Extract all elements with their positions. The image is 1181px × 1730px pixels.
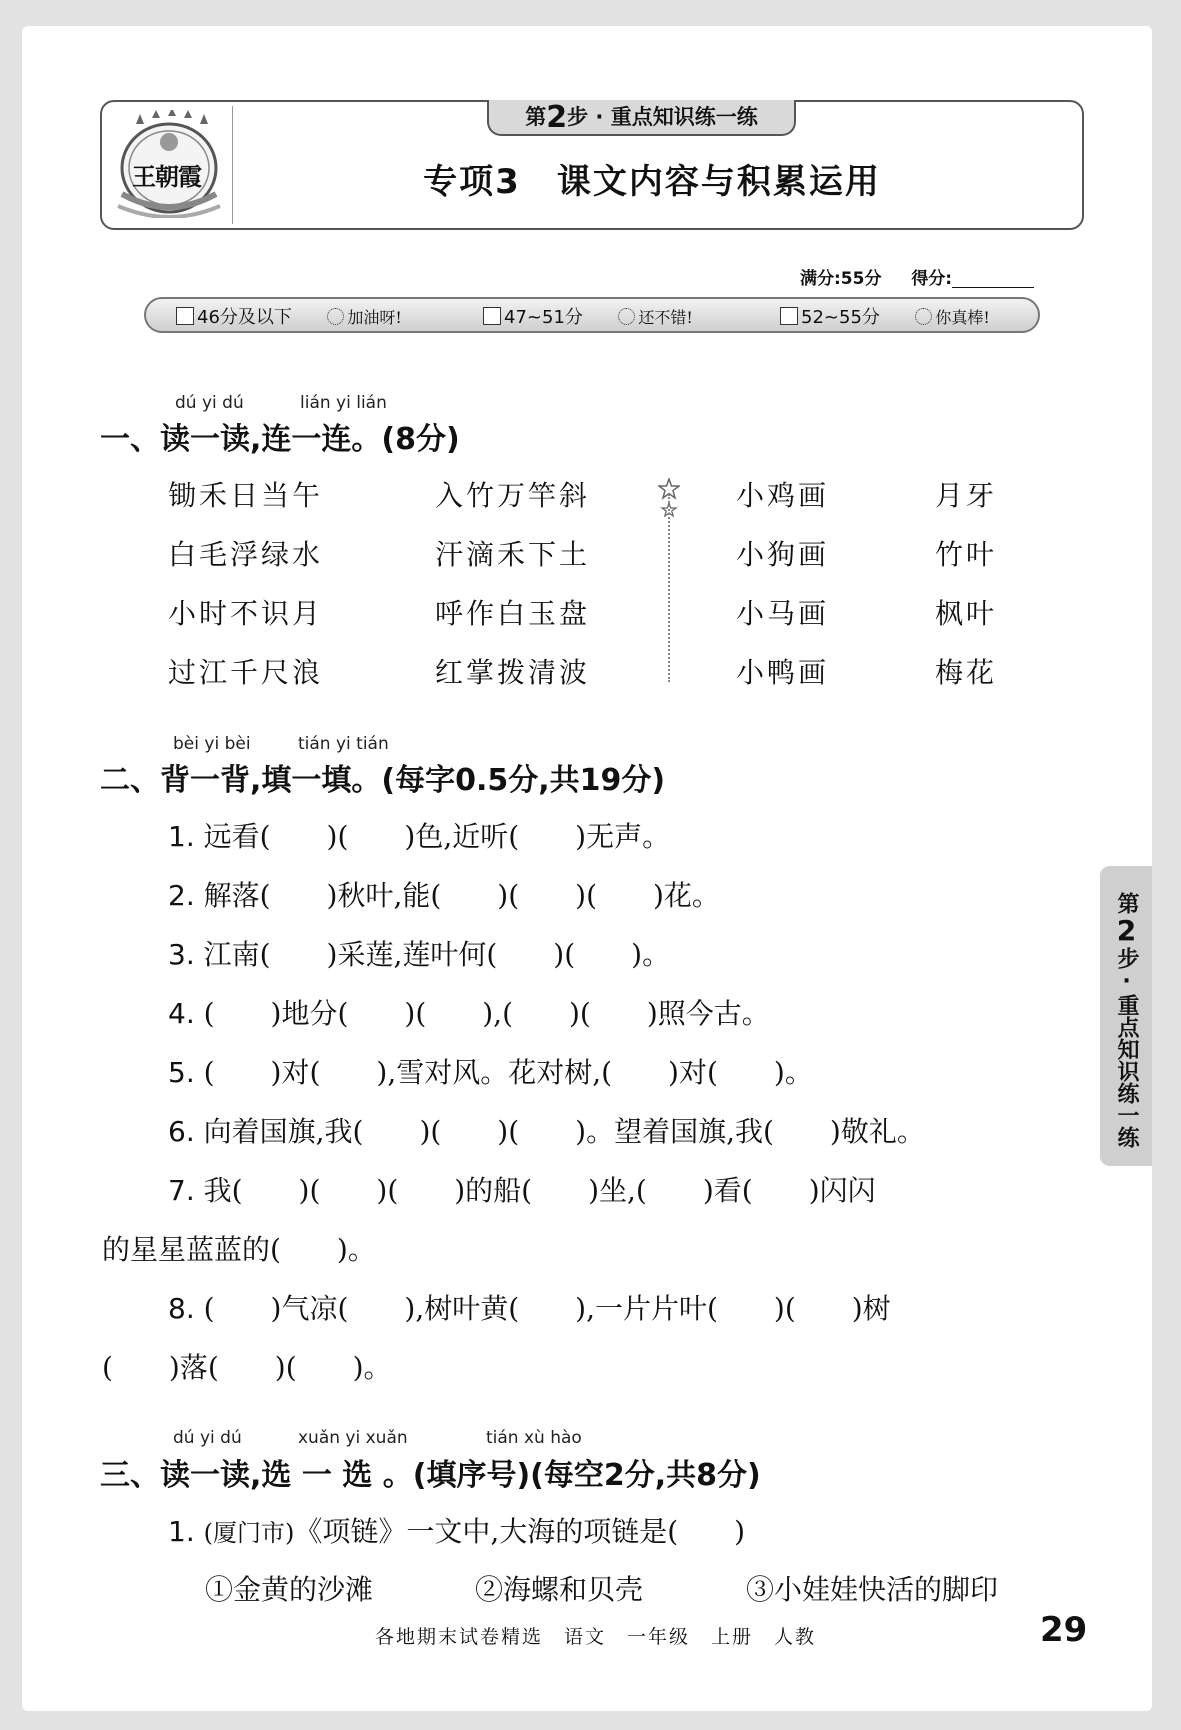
section2-pinyin-a: bèi yi bèi bbox=[173, 734, 251, 754]
fill-item-8-cont: ( )落( )( )。 bbox=[102, 1351, 392, 1384]
step-tab bbox=[487, 100, 796, 136]
smiley-icon bbox=[618, 308, 635, 325]
poem-left-a-2: 白毛浮绿水 bbox=[168, 538, 324, 571]
fill-item-7-cont: 的星星蓝蓝的( )。 bbox=[102, 1233, 376, 1266]
poem-left-b-1: 入竹万竿斜 bbox=[435, 479, 591, 512]
match-right-a-4: 小鸭画 bbox=[736, 656, 830, 689]
side-step-tab: 第2步·重点知识练一练 bbox=[1100, 866, 1152, 1166]
fill-item-8: 8. ( )气凉( ),树叶黄( ),一片片叶( )( )树 bbox=[168, 1292, 891, 1325]
match-right-a-1: 小鸡画 bbox=[736, 479, 830, 512]
logo-text: 王朝霞 bbox=[132, 162, 201, 191]
dotted-divider bbox=[668, 494, 670, 682]
step-suffix: 步 · 重点知识练一练 bbox=[567, 105, 758, 129]
fill-item-2: 2. 解落( )秋叶,能( )( )( )花。 bbox=[168, 879, 720, 912]
section3-pinyin-a: dú yi dú bbox=[173, 1428, 242, 1448]
section2-pinyin-b: tián yi tián bbox=[298, 734, 389, 754]
fill-item-1: 1. 远看( )( )色,近听( )无声。 bbox=[168, 820, 671, 853]
poem-left-b-2: 汗滴禾下土 bbox=[435, 538, 591, 571]
match-right-b-1: 月牙 bbox=[935, 479, 998, 512]
score-blank bbox=[952, 271, 1034, 288]
full-score: 满分:55分 bbox=[800, 269, 882, 289]
choice-option-2: ②海螺和贝壳 bbox=[475, 1573, 644, 1606]
fill-item-5: 5. ( )对( ),雪对风。花对树,( )对( )。 bbox=[168, 1056, 813, 1089]
checkbox-icon[interactable] bbox=[483, 307, 501, 325]
match-right-b-4: 梅花 bbox=[935, 656, 998, 689]
poem-left-b-4: 红掌拨清波 bbox=[435, 656, 591, 689]
header-divider bbox=[232, 106, 233, 224]
smiley-icon bbox=[327, 308, 344, 325]
header-box bbox=[100, 100, 1084, 230]
match-right-a-2: 小狗画 bbox=[736, 538, 830, 571]
section1-pinyin-b: lián yi lián bbox=[300, 393, 387, 413]
fill-item-6: 6. 向着国旗,我( )( )( )。望着国旗,我( )敬礼。 bbox=[168, 1115, 925, 1148]
step-number: 2 bbox=[546, 100, 568, 135]
grade-item-2: 47~51分 还不错! bbox=[483, 303, 693, 329]
smiley-icon bbox=[915, 308, 932, 325]
poem-left-b-3: 呼作白玉盘 bbox=[435, 597, 591, 630]
choice-option-1: ①金黄的沙滩 bbox=[205, 1573, 374, 1606]
section3-heading: 三、读一读,选 一 选 。(填序号)(每空2分,共8分) bbox=[100, 1458, 761, 1493]
fill-item-4: 4. ( )地分( )( ),( )( )照今古。 bbox=[168, 997, 770, 1030]
score-label: 得分: bbox=[911, 269, 953, 289]
section1-heading: 一、读一读,连一连。(8分) bbox=[100, 422, 460, 457]
section1-pinyin-a: dú yi dú bbox=[175, 393, 244, 413]
city-tag: (厦门市) bbox=[203, 1519, 295, 1547]
match-right-b-3: 枫叶 bbox=[935, 597, 998, 630]
step-prefix: 第 bbox=[525, 105, 547, 129]
grade-item-1: 46分及以下 加油呀! bbox=[176, 303, 402, 329]
poem-left-a-4: 过江千尺浪 bbox=[168, 656, 324, 689]
choice-option-3: ③小娃娃快活的脚印 bbox=[746, 1573, 999, 1606]
section2-heading: 二、背一背,填一填。(每字0.5分,共19分) bbox=[100, 763, 666, 798]
checkbox-icon[interactable] bbox=[176, 307, 194, 325]
section3-pinyin-b: xuǎn yi xuǎn bbox=[298, 1428, 408, 1448]
poem-left-a-3: 小时不识月 bbox=[168, 597, 324, 630]
choice-question-1: 1. (厦门市)《项链》一文中,大海的项链是( ) bbox=[168, 1515, 746, 1548]
page-title: 专项3 课文内容与积累运用 bbox=[423, 162, 881, 202]
grade-item-3: 52~55分 你真棒! bbox=[780, 303, 990, 329]
checkbox-icon[interactable] bbox=[780, 307, 798, 325]
score-line bbox=[800, 264, 1034, 289]
grade-bar bbox=[144, 297, 1040, 333]
footer-text: 各地期末试卷精选 语文 一年级 上册 人教 bbox=[375, 1626, 817, 1648]
fill-item-7: 7. 我( )( )( )的船( )坐,( )看( )闪闪 bbox=[168, 1174, 876, 1207]
section3-pinyin-c: tián xù hào bbox=[486, 1428, 582, 1448]
page-number: 29 bbox=[1040, 1610, 1088, 1650]
poem-left-a-1: 锄禾日当午 bbox=[168, 479, 324, 512]
match-right-b-2: 竹叶 bbox=[935, 538, 998, 571]
fill-item-3: 3. 江南( )采莲,莲叶何( )( )。 bbox=[168, 938, 671, 971]
match-right-a-3: 小马画 bbox=[736, 597, 830, 630]
